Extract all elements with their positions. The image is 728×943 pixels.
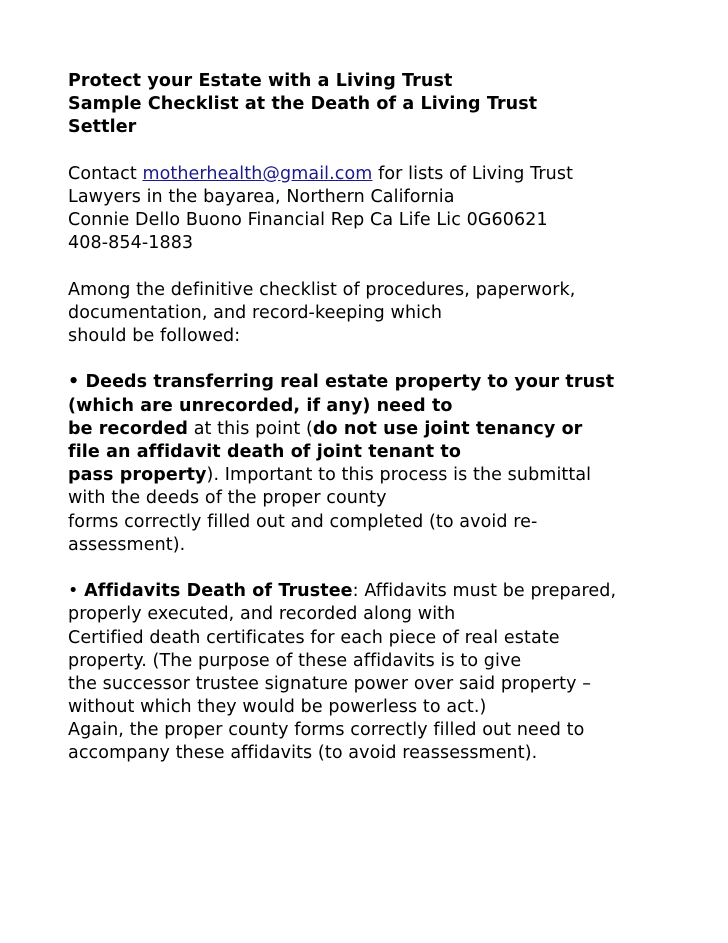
affidavits-paragraph: [68, 580, 688, 766]
document-title: [68, 70, 688, 140]
deeds-bold-joint-tenancy: do not use joint tenancy or: [312, 418, 583, 439]
contact-line-2: Lawyers in the bayarea, Northern California: [68, 186, 455, 207]
bullet: •: [68, 581, 85, 602]
affidavits-text: : Affidavits must be prepared,: [352, 581, 617, 602]
deeds-line-1: • Deeds transferring real estate property to your trust: [68, 372, 615, 393]
contact-line-3: Connie Dello Buono Financial Rep Ca Life Lic 0G60621: [68, 210, 548, 231]
deeds-line-2: (which are unrecorded, if any) need to: [68, 395, 453, 416]
spacer: [68, 348, 688, 371]
intro-line-1: Among the definitive checklist of procedures, paperwork,: [68, 279, 576, 300]
contact-prefix: Contact: [68, 163, 143, 184]
spacer: [68, 256, 688, 279]
contact-paragraph: [68, 163, 688, 256]
deeds-text: at this point (: [188, 418, 313, 439]
affidavits-line-7: Again, the proper county forms correctly filled out need to: [68, 720, 585, 741]
intro-line-3: should be followed:: [68, 326, 241, 347]
affidavits-line-1: [68, 580, 688, 603]
intro-line-2: documentation, and record-keeping which: [68, 302, 443, 323]
affidavits-heading: Affidavits Death of Trustee: [84, 581, 353, 602]
deeds-bold-recorded: be recorded: [68, 418, 189, 439]
title-line-2: Sample Checklist at the Death of a Living Trust: [68, 94, 538, 115]
deeds-line-3: [68, 418, 688, 441]
document-page: [68, 70, 688, 766]
deeds-line-8: assessment).: [68, 534, 186, 555]
contact-suffix: for lists of Living Trust: [372, 163, 574, 184]
deeds-text: ). Important to this process is the submittal: [206, 465, 592, 486]
deeds-line-7: forms correctly filled out and completed (to avoid re-: [68, 511, 538, 532]
intro-paragraph: [68, 279, 688, 349]
title-line-3: Settler: [68, 117, 137, 138]
title-line-1: Protect your Estate with a Living Trust: [68, 71, 453, 91]
affidavits-line-6: without which they would be powerless to act.): [68, 697, 487, 718]
email-link[interactable]: motherhealth@gmail.com: [142, 163, 373, 184]
affidavits-line-4: property. (The purpose of these affidavits is to give: [68, 650, 522, 671]
affidavits-line-2: properly executed, and recorded along with: [68, 604, 456, 625]
deeds-line-5: [68, 464, 688, 487]
deeds-line-6: with the deeds of the proper county: [68, 488, 387, 509]
spacer: [68, 140, 688, 163]
deeds-bold-pass-property: pass property: [68, 465, 207, 486]
deeds-line-4: file an affidavit death of joint tenant to: [68, 442, 461, 462]
contact-phone: 408-854-1883: [68, 233, 194, 254]
contact-line-1: [68, 163, 688, 186]
spacer: [68, 557, 688, 580]
deeds-paragraph: [68, 371, 688, 557]
affidavits-line-8: accompany these affidavits (to avoid reassessment).: [68, 743, 538, 764]
affidavits-line-3: Certified death certificates for each piece of real estate: [68, 627, 560, 648]
affidavits-line-5: the successor trustee signature power over said property –: [68, 673, 592, 694]
